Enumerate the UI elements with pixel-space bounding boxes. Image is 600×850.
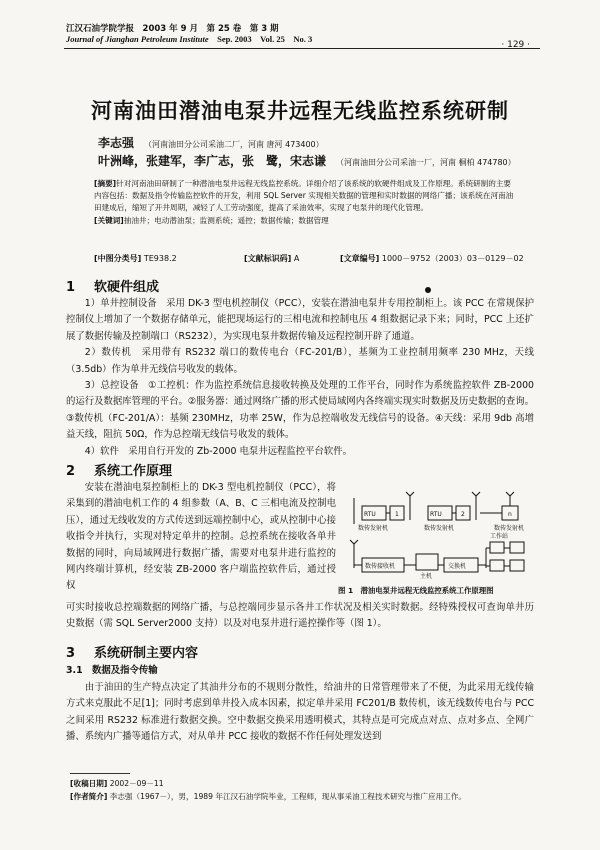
workstation-4 — [510, 560, 524, 571]
figure-1-diagram — [340, 478, 540, 583]
journal-name-cn: 江汉石油学院学报 — [66, 24, 135, 34]
clc-label: [中图分类号] — [94, 254, 142, 263]
keywords-label: [关键词] — [94, 215, 124, 225]
doc-code — [244, 253, 299, 264]
article-number — [340, 253, 524, 264]
switch-label: 交换机 — [448, 563, 467, 570]
section-number: 2 — [66, 464, 76, 479]
issue-cn: 2003 年 9 月 第 25 卷 第 3 期 — [142, 24, 279, 34]
bio-label: [作者简介] — [70, 792, 108, 801]
paragraph: 2）数传机 采用带有 RS232 端口的数传电台（FC-201/B），基频为工业控制用频率 230 MHz，天线（3.5db）作为单井无线信号收发的载体。 — [66, 347, 534, 375]
section-1-body — [66, 296, 534, 460]
clc-number — [94, 253, 177, 264]
author-bio — [70, 791, 466, 802]
workstation-3 — [490, 560, 504, 571]
section-title: 系统工作原理 — [94, 464, 173, 479]
page-number: · 129 · — [501, 40, 530, 50]
doc-label: [文献标识码] — [244, 254, 292, 263]
section-3-heading — [66, 642, 198, 661]
subsection-3-1-heading — [66, 662, 158, 676]
figure-caption: 图 1 潜油电泵井远程无线监控系统工作原理图 — [338, 586, 494, 595]
doc-value: A — [293, 254, 300, 263]
section-3-body — [66, 680, 534, 746]
section-number: 3 — [66, 646, 76, 661]
workstation-label: 工作站 — [490, 533, 509, 540]
rtu-label-2: RTU — [430, 511, 442, 518]
bio-value: 李志强（1967－），男，1989 年江汉石油学院毕业，工程师，现从事采油工程技术研究与推广应用工作。 — [109, 792, 466, 801]
workstation-2 — [510, 542, 524, 553]
issue-en: Sep. 2003 Vol. 25 No. 3 — [217, 34, 313, 44]
footnote-rule — [70, 773, 130, 774]
paragraph: 4）软件 采用自行开发的 Zb-2000 电泵井远程监控平台软件。 — [84, 445, 352, 457]
author-names: 叶洲峰，张建军，李广志，张 鹭，宋志谦 — [98, 154, 327, 168]
paragraph: 1）单井控制设备 采用 DK-3 型电机控制仪（PCC），安装在潜油电泵井专用控制柜上。该 PCC 在常规保护控制仪上增加了一个数据存储单元，能把现场运行的三相电流和控制电压 4 组数据记录下来；同时，PCC 上还扩展了数据传输及控制端口（RS232），为实现电泵井数据传输及远程控制开辟了通道。 — [66, 298, 534, 342]
transmitter-label-1: 数传发射机 — [358, 525, 389, 532]
section-2-body-full — [66, 600, 534, 633]
paragraph: 3）总控设备 ①工控机：作为监控系统信息接收转换及处理的工作平台，同时作为系统监控软件 ZB-2000 的运行及数据库管理的平台。②服务器：通过网络广播的形式使局域网内各终端实现实时数据及历史数据的查询。③数传机（FC-201/A）：基频 230MHz，功率 25W，作为总控端收发无线信号的设备。④天线：采用 9db 高增益天线，阻抗 50Ω，作为总控端无线信号收发的载体。 — [66, 380, 534, 441]
section-1-heading — [66, 276, 159, 295]
node-label-n: n — [508, 511, 512, 518]
section-2-body-left — [66, 480, 336, 595]
paragraph: 可实时接收总控端数据的网络广播，与总控端同步显示各井工作状况及相关实时数据。经特殊授权可查询单井历史数据（需 SQL Server2000 支持）以及对电泵井进行遥控操作等（图 1）。 — [66, 602, 534, 630]
abstract — [94, 178, 514, 227]
abstract-label: [摘要] — [94, 179, 117, 188]
paragraph: 由于油田的生产特点决定了其油井分布的不规则分散性，给油井的日常管理带来了不便，为此采用无线传输方式来克服此不足[1]；同时考虑到单井投入成本因素，拟定单井采用 FC201/B 数传机，该无线数传电台与 PCC 之间采用 RS232 标准进行数据交换。空中数据交换采用透明模式，其特点是可完成点对点、点对多点、全网广播、系统内广播等通信方式，对从单井 PCC 接收的数据不作任何处理发送到 — [66, 682, 534, 743]
receiver-label: 数传接收机 — [365, 563, 396, 570]
subsection-title: 数据及指令传输 — [92, 665, 158, 676]
header-rule — [64, 48, 540, 49]
article-value: 1000－9752（2003）03－0129－02 — [381, 254, 524, 263]
author-affiliation: （河南油田分公司采油二厂，河南 唐河 473400） — [144, 140, 324, 149]
journal-name-en: Journal of Jianghan Petroleum Institute — [66, 34, 209, 44]
author-name: 李志强 — [98, 136, 135, 150]
author-line-1 — [98, 134, 324, 151]
workstation-1 — [490, 542, 504, 553]
section-number: 1 — [66, 280, 76, 295]
transmitter-label-2: 数传发射机 — [424, 525, 455, 532]
article-label: [文章编号] — [340, 254, 380, 263]
node-label-1: 1 — [395, 511, 399, 518]
author-affiliation: （河南油田分公司采油一厂，河南 桐柏 474780） — [336, 158, 516, 167]
received-label: [收稿日期] — [70, 779, 108, 788]
section-title: 软硬件组成 — [94, 280, 160, 295]
section-title: 系统研制主要内容 — [94, 646, 199, 661]
transmitter-label-n: 数传发射机 — [494, 525, 525, 532]
received-date — [70, 778, 164, 789]
host-label: 主机 — [420, 573, 433, 580]
received-value: 2002－09－11 — [109, 779, 164, 788]
host-computer — [416, 554, 438, 570]
abstract-text: 针对河南油田研制了一种潜油电泵井远程无线监控系统。详细介绍了该系统的软硬件组成及工作原理。系统研制的主要内容包括：数据及指令传输监控软件的开发，利用 SQL Server 实现相关数据的管理和实时数据的网络广播；该系统在河南油田建成后，缩短了开井周期，减轻了人工劳动强度，提高了采油效率，实现了电泵井的现代化管理。 — [94, 179, 514, 213]
paragraph: 安装在潜油电泵控制柜上的 DK-3 型电机控制仪（PCC），将采集到的潜油电机工作的 4 组参数（A、B、C 三相电流及控制电压），通过无线收发的方式传送到远端控制中心，或从控制中心接收指令并执行，实现对特定单井的控制。总控系统在接收各单井数据的同时，向局域网进行数据广播，需要对电泵井进行监控的网内终端计算机，经安装 ZB-2000 客户端监控软件后，通过授权 — [66, 482, 336, 592]
subsection-number: 3.1 — [66, 665, 83, 676]
bullet-dot — [425, 287, 431, 293]
paper-title: 河南油田潜油电泵井远程无线监控系统研制 — [91, 99, 509, 123]
clc-value: TE938.2 — [143, 254, 177, 263]
section-2-heading — [66, 460, 172, 479]
author-line-2 — [98, 152, 516, 169]
node-label-2: 2 — [461, 511, 465, 518]
keywords-text: 抽油井；电动潜油泵；监测系统；遥控；数据传输；数据管理 — [123, 215, 329, 225]
journal-header-en — [66, 33, 312, 45]
rtu-label-1: RTU — [364, 511, 376, 518]
